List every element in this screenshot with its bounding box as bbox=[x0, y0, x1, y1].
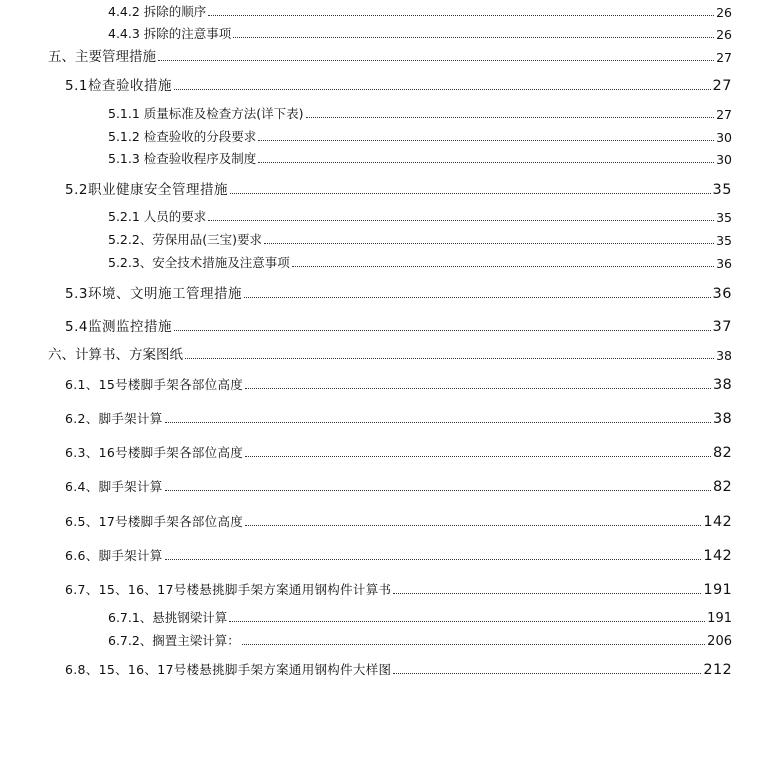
toc-entry-label: 4.4.3 拆除的注意事项 bbox=[108, 26, 232, 41]
toc-entry-page: 82 bbox=[712, 479, 732, 495]
toc-entry-5-2-1[interactable] bbox=[108, 207, 732, 225]
toc-entry-label: 6.7、15、16、17号楼悬挑脚手架方案通用钢构件计算书 bbox=[65, 582, 392, 597]
toc-entry-label: 5.4监测监控措施 bbox=[65, 319, 172, 335]
toc-entry-6-3[interactable] bbox=[65, 441, 732, 461]
toc-entry-6-6[interactable] bbox=[65, 544, 732, 564]
toc-leader-dots bbox=[174, 330, 711, 331]
toc-entry-page: 38 bbox=[712, 377, 732, 393]
toc-entry-page: 26 bbox=[716, 5, 732, 20]
toc-entry-4-4-2[interactable] bbox=[108, 2, 732, 20]
toc-entry-label: 4.4.2 拆除的顺序 bbox=[108, 4, 207, 19]
toc-entry-page: 30 bbox=[716, 130, 732, 145]
toc-entry-label: 5.2.1 人员的要求 bbox=[108, 209, 207, 224]
toc-leader-dots bbox=[258, 140, 714, 141]
toc-leader-dots bbox=[208, 15, 714, 16]
toc-entry-page: 206 bbox=[707, 634, 732, 649]
toc-entry-label: 6.8、15、16、17号楼悬挑脚手架方案通用钢构件大样图 bbox=[65, 662, 392, 677]
toc-leader-dots bbox=[165, 559, 702, 560]
toc-entry-6-5[interactable] bbox=[65, 510, 732, 530]
toc-entry-page: 37 bbox=[712, 319, 732, 335]
toc-leader-dots bbox=[292, 266, 714, 267]
toc-entry-6-2[interactable] bbox=[65, 407, 732, 427]
toc-entry-page: 38 bbox=[712, 411, 732, 427]
toc-entry-6-8[interactable] bbox=[65, 658, 732, 678]
toc-entry-page: 142 bbox=[703, 514, 732, 530]
toc-entry-label: 6.3、16号楼脚手架各部位高度 bbox=[65, 445, 244, 460]
toc-entry-page: 26 bbox=[716, 27, 732, 42]
toc-entry-page: 27 bbox=[712, 78, 732, 94]
toc-leader-dots bbox=[185, 358, 714, 359]
toc-entry-label: 6.7.1、悬挑钢梁计算 bbox=[108, 610, 228, 625]
toc-leader-dots bbox=[229, 621, 705, 622]
toc-entry-label: 5.2职业健康安全管理措施 bbox=[65, 182, 228, 198]
toc-entry-6-7[interactable] bbox=[65, 578, 732, 598]
toc-entry-page: 212 bbox=[703, 662, 732, 678]
toc-leader-dots bbox=[230, 193, 711, 194]
toc-entry-page: 35 bbox=[712, 182, 732, 198]
toc-entry-label: 6.5、17号楼脚手架各部位高度 bbox=[65, 514, 244, 529]
toc-entry-label: 5.3环境、文明施工管理措施 bbox=[65, 286, 242, 302]
toc-entry-page: 35 bbox=[716, 233, 732, 248]
toc-leader-dots bbox=[245, 456, 711, 457]
toc-entry-label: 6.2、脚手架计算 bbox=[65, 411, 163, 426]
toc-entry-page: 30 bbox=[716, 152, 732, 167]
toc-entry-label: 5.1.3 检查验收程序及制度 bbox=[108, 151, 257, 166]
toc-leader-dots bbox=[393, 673, 701, 674]
toc-leader-dots bbox=[264, 243, 714, 244]
toc-entry-5-1-3[interactable] bbox=[108, 149, 732, 167]
toc-entry-6-7-2[interactable] bbox=[108, 630, 732, 649]
toc-entry-5-1-2[interactable] bbox=[108, 127, 732, 145]
toc-leader-dots bbox=[233, 37, 714, 38]
toc-entry-6-7-1[interactable] bbox=[108, 607, 732, 626]
toc-entry-page: 35 bbox=[716, 210, 732, 225]
toc-leader-dots bbox=[245, 525, 701, 526]
toc-entry-label: 5.2.3、安全技术措施及注意事项 bbox=[108, 255, 290, 270]
toc-entry-chapter-5[interactable] bbox=[48, 46, 732, 65]
toc-entry-5-3[interactable] bbox=[65, 282, 732, 302]
toc-entry-page: 142 bbox=[703, 548, 732, 564]
toc-entry-label: 6.7.2、搁置主梁计算： bbox=[108, 633, 240, 648]
toc-entry-page: 38 bbox=[716, 348, 732, 363]
toc-entry-5-4[interactable] bbox=[65, 315, 732, 335]
toc-entry-page: 82 bbox=[712, 445, 732, 461]
toc-entry-page: 191 bbox=[707, 611, 732, 626]
toc-leader-dots bbox=[306, 117, 715, 118]
toc-leader-dots bbox=[258, 162, 714, 163]
toc-leader-dots bbox=[245, 388, 711, 389]
toc-leader-dots bbox=[165, 422, 711, 423]
toc-entry-label: 6.4、脚手架计算 bbox=[65, 479, 163, 494]
toc-entry-label: 5.2.2、劳保用品(三宝)要求 bbox=[108, 232, 263, 247]
toc-entry-5-2[interactable] bbox=[65, 178, 732, 198]
toc-entry-4-4-3[interactable] bbox=[108, 24, 732, 42]
toc-entry-page: 27 bbox=[716, 50, 732, 65]
toc-entry-label: 5.1.1 质量标准及检查方法(详下表) bbox=[108, 106, 304, 121]
toc-entry-label: 5.1.2 检查验收的分段要求 bbox=[108, 129, 257, 144]
toc-entry-chapter-6[interactable] bbox=[48, 344, 732, 363]
toc-leader-dots bbox=[174, 89, 711, 90]
toc-entry-page: 36 bbox=[716, 256, 732, 271]
toc-leader-dots bbox=[393, 593, 701, 594]
toc-entry-5-1[interactable] bbox=[65, 74, 732, 94]
toc-entry-page: 27 bbox=[716, 107, 732, 122]
toc-entry-page: 191 bbox=[703, 582, 732, 598]
toc-entry-label: 6.6、脚手架计算 bbox=[65, 548, 163, 563]
toc-leader-dots bbox=[242, 644, 705, 645]
toc-entry-5-2-3[interactable] bbox=[108, 253, 732, 271]
toc-entry-6-4[interactable] bbox=[65, 475, 732, 495]
toc-entry-5-1-1[interactable] bbox=[108, 104, 732, 122]
toc-entry-label: 六、计算书、方案图纸 bbox=[48, 347, 183, 363]
toc-leader-dots bbox=[244, 297, 711, 298]
toc-leader-dots bbox=[158, 60, 714, 61]
toc-entry-6-1[interactable] bbox=[65, 373, 732, 393]
toc-entry-label: 五、主要管理措施 bbox=[48, 49, 156, 65]
toc-leader-dots bbox=[165, 490, 711, 491]
toc-entry-5-2-2[interactable] bbox=[108, 230, 732, 248]
toc-entry-page: 36 bbox=[712, 286, 732, 302]
toc-entry-label: 6.1、15号楼脚手架各部位高度 bbox=[65, 377, 244, 392]
toc-entry-label: 5.1检查验收措施 bbox=[65, 78, 172, 94]
toc-leader-dots bbox=[208, 220, 714, 221]
